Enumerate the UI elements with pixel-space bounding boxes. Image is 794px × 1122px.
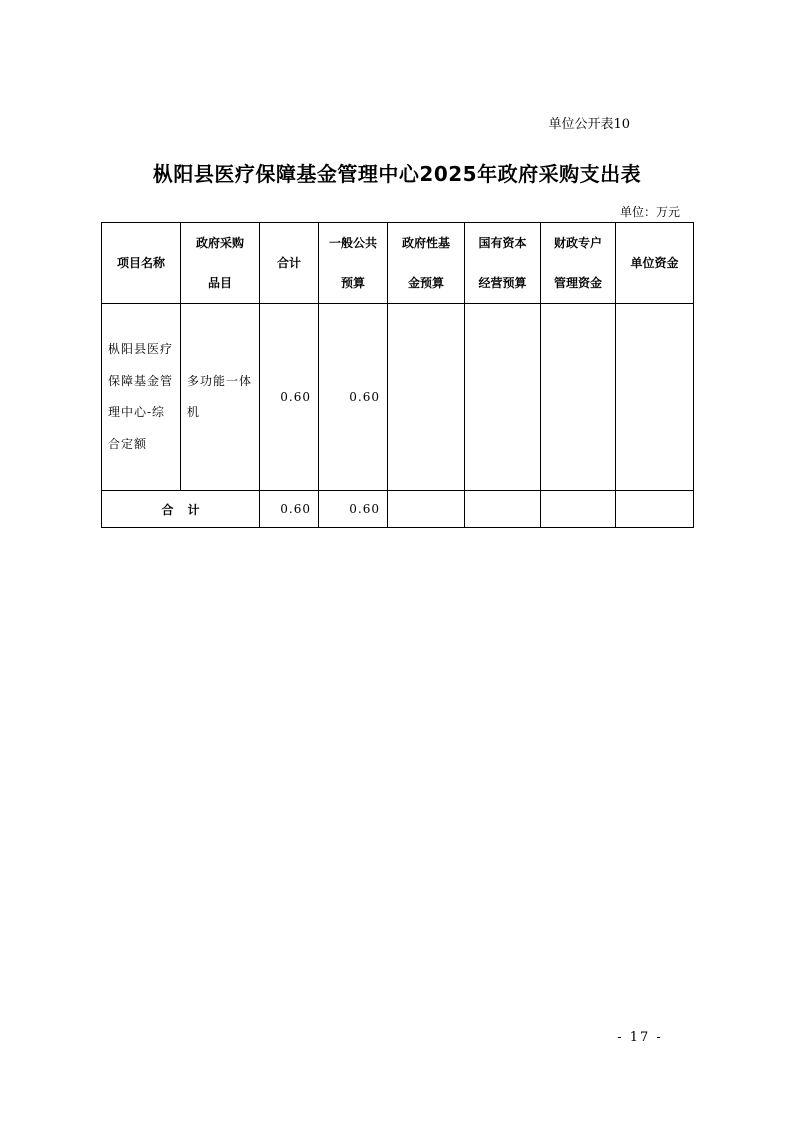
total-cell-general-budget: 0.60 [319,491,388,528]
cell-gov-fund-budget [388,304,465,491]
total-cell-state-capital-budget [465,491,541,528]
cell-state-capital-budget [465,304,541,491]
unit-label: 单位：万元 [619,205,680,219]
cell-total: 0.60 [260,304,319,491]
table-row [102,304,694,491]
cell-general-budget: 0.60 [319,304,388,491]
cell-special-account-funds [541,304,616,491]
procurement-table [101,222,694,528]
total-cell-special-account-funds [541,491,616,528]
page-title: 枞阳县医疗保障基金管理中心2025年政府采购支出表 [152,162,642,186]
total-cell-total: 0.60 [260,491,319,528]
column-header-gov-fund-budget: 政府性基金预算 [388,223,465,304]
total-label: 合计 [102,491,260,528]
cell-project-name: 枞阳县医疗保障基金管理中心-综合定额 [102,304,181,491]
page-number: - 17 - [617,1030,663,1045]
total-cell-gov-fund-budget [388,491,465,528]
total-row [102,491,694,528]
column-header-unit-funds: 单位资金 [616,223,694,304]
column-header-procurement-item: 政府采购品目 [181,223,260,304]
column-header-special-account-funds: 财政专户管理资金 [541,223,616,304]
cell-procurement-item: 多功能一体机 [181,304,260,491]
table-header-row [102,223,694,304]
column-header-total: 合计 [260,223,319,304]
cell-unit-funds [616,304,694,491]
column-header-general-budget: 一般公共预算 [319,223,388,304]
total-cell-unit-funds [616,491,694,528]
column-header-project-name: 项目名称 [102,223,181,304]
table-label: 单位公开表10 [548,117,630,132]
column-header-state-capital-budget: 国有资本经营预算 [465,223,541,304]
